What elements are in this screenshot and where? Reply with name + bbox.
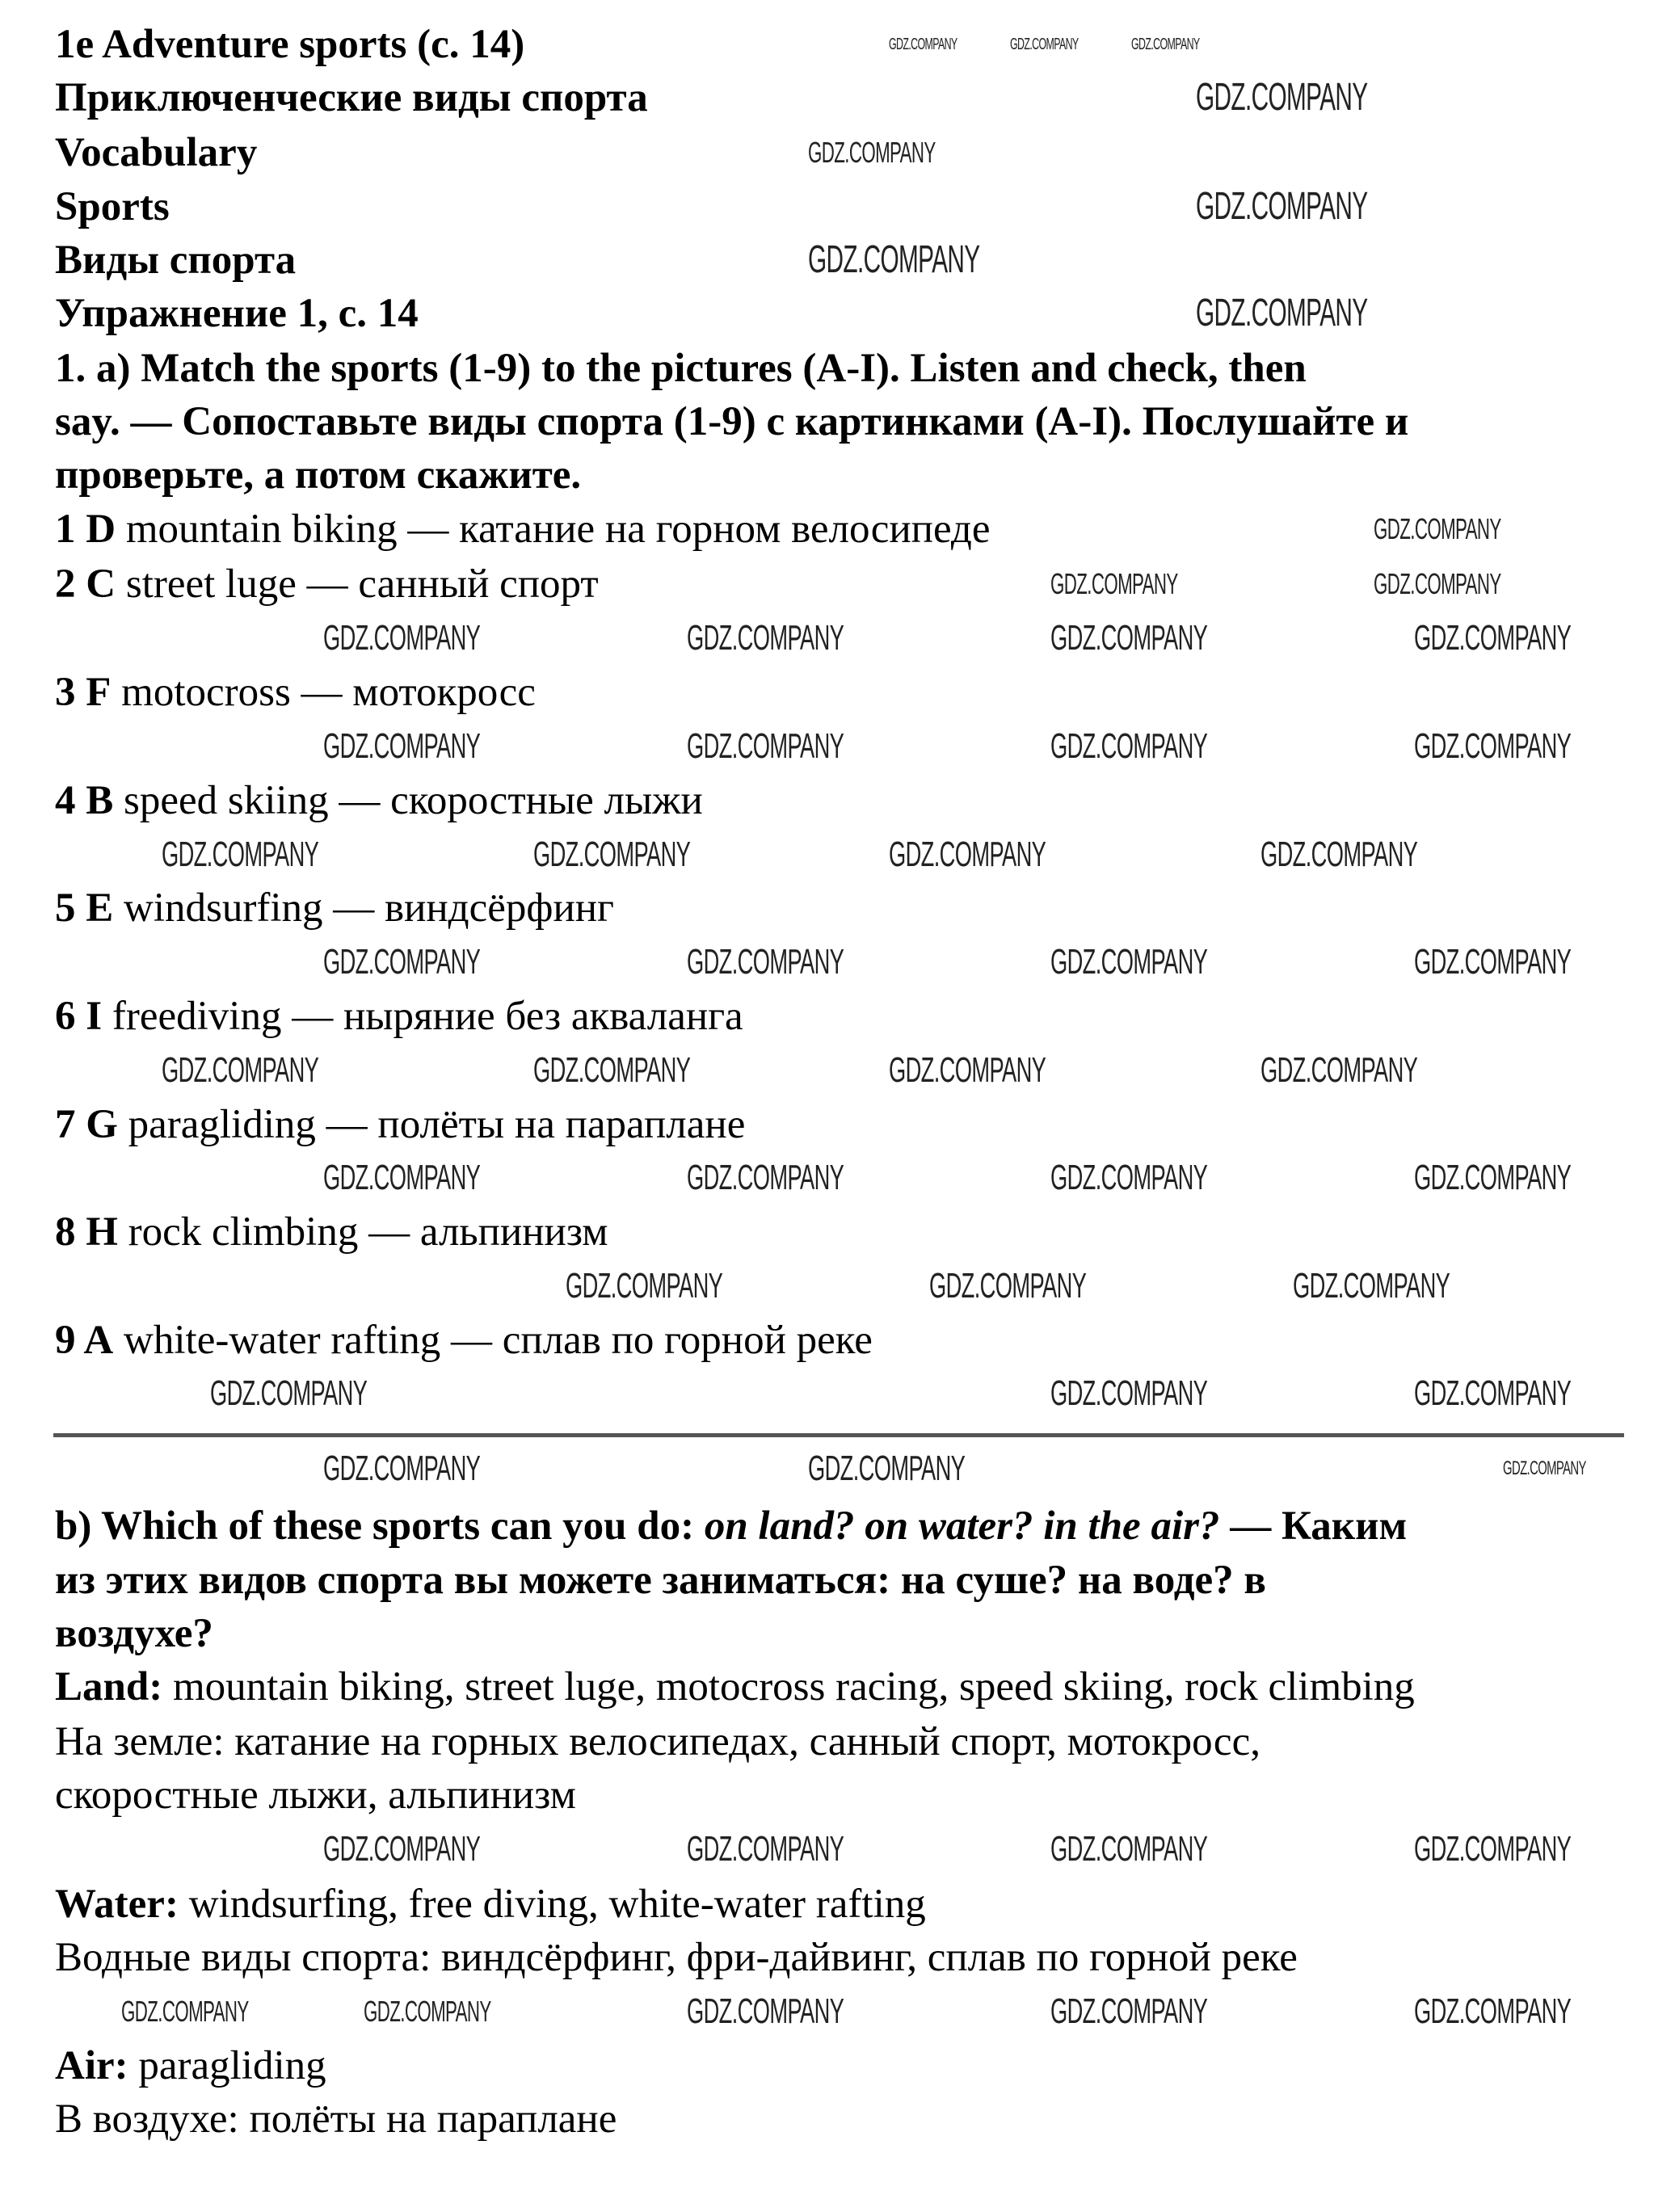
watermark: GDZ.COMPANY — [566, 1266, 723, 1306]
watermark: GDZ.COMPANY — [1196, 76, 1368, 119]
watermark: GDZ.COMPANY — [1414, 618, 1572, 658]
air-ru: В воздухе: полёты на параплане — [55, 2096, 617, 2142]
page-title-ru: Приключенческие виды спорта — [55, 75, 648, 120]
section-heading: Vocabulary — [55, 130, 258, 175]
watermark: GDZ.COMPANY — [687, 1991, 844, 2031]
watermark: GDZ.COMPANY — [1050, 618, 1208, 658]
watermark: GDZ.COMPANY — [533, 1050, 691, 1090]
answer-key: 1 D — [55, 507, 116, 552]
topic-heading-ru: Виды спорта — [55, 238, 297, 283]
task-b-line-2: из этих видов спорта вы можете заниматься: на суше? на воде? в — [55, 1558, 1266, 1603]
water-label: Water: — [55, 1882, 179, 1927]
watermark: GDZ.COMPANY — [364, 1995, 491, 2028]
answer-key: 6 I — [55, 994, 103, 1039]
watermark: GDZ.COMPANY — [1414, 1991, 1572, 2031]
watermark: GDZ.COMPANY — [1414, 1158, 1572, 1197]
divider — [53, 1433, 1624, 1437]
watermark: GDZ.COMPANY — [687, 942, 844, 982]
answer-key: 4 B — [55, 778, 114, 823]
watermark: GDZ.COMPANY — [687, 1158, 844, 1197]
watermark: GDZ.COMPANY — [323, 1158, 481, 1197]
answer-item — [55, 1206, 608, 1258]
watermark: GDZ.COMPANY — [1414, 726, 1572, 766]
watermark: GDZ.COMPANY — [1293, 1266, 1450, 1306]
land-label: Land: — [55, 1664, 163, 1709]
answer-text: mountain biking — катание на горном велосипеде — [116, 507, 991, 552]
water-line — [55, 1878, 926, 1930]
watermark: GDZ.COMPANY — [323, 726, 481, 766]
answer-text: freediving — ныряние без акваланга — [102, 994, 743, 1039]
watermark: GDZ.COMPANY — [1050, 1373, 1208, 1413]
watermark: GDZ.COMPANY — [533, 835, 691, 874]
watermark: GDZ.COMPANY — [121, 1995, 249, 2028]
watermark: GDZ.COMPANY — [687, 1829, 844, 1869]
answer-key: 8 H — [55, 1209, 118, 1255]
answer-item — [55, 558, 599, 610]
watermark: GDZ.COMPANY — [323, 618, 481, 658]
watermark: GDZ.COMPANY — [162, 835, 319, 874]
watermark: GDZ.COMPANY — [1131, 36, 1200, 53]
answer-text: paragliding — полёты на параплане — [117, 1102, 746, 1147]
watermark: GDZ.COMPANY — [1503, 1457, 1586, 1479]
answer-item — [55, 667, 536, 718]
task-b-line-3: воздухе? — [55, 1611, 213, 1656]
watermark: GDZ.COMPANY — [687, 618, 844, 658]
answer-key: 7 G — [55, 1102, 118, 1147]
watermark: GDZ.COMPANY — [1374, 567, 1501, 600]
answer-item — [55, 990, 743, 1042]
watermark: GDZ.COMPANY — [1010, 36, 1079, 53]
page-title: 1e Adventure sports (c. 14) — [55, 22, 525, 67]
answer-item — [55, 1099, 745, 1150]
watermark: GDZ.COMPANY — [1414, 1373, 1572, 1413]
air-text: paragliding — [128, 2043, 326, 2088]
answer-text: street luge — санный спорт — [116, 561, 599, 607]
land-ru-2: скоростные лыжи, альпинизм — [55, 1773, 576, 1818]
watermark: GDZ.COMPANY — [1374, 512, 1501, 545]
watermark: GDZ.COMPANY — [1196, 185, 1368, 228]
task-b-line-1 — [55, 1500, 1407, 1552]
watermark: GDZ.COMPANY — [323, 1449, 481, 1488]
watermark: GDZ.COMPANY — [1050, 942, 1208, 982]
watermark: GDZ.COMPANY — [210, 1373, 368, 1413]
task-a-line-3: проверьте, а потом скажите. — [55, 452, 582, 498]
watermark: GDZ.COMPANY — [1196, 292, 1368, 334]
air-line — [55, 2040, 326, 2092]
watermark: GDZ.COMPANY — [1260, 1050, 1418, 1090]
watermark: GDZ.COMPANY — [1050, 567, 1178, 600]
watermark: GDZ.COMPANY — [323, 1829, 481, 1869]
topic-heading: Sports — [55, 184, 170, 229]
answer-text: rock climbing — альпинизм — [117, 1209, 608, 1255]
watermark: GDZ.COMPANY — [687, 726, 844, 766]
land-text: mountain biking, street luge, motocross racing, speed skiing, rock climbing — [162, 1664, 1415, 1709]
watermark: GDZ.COMPANY — [1414, 1829, 1572, 1869]
watermark: GDZ.COMPANY — [1050, 726, 1208, 766]
task-a-line-1: 1. a) Match the sports (1-9) to the pictures (A-I). Listen and check, then — [55, 346, 1307, 391]
watermark: GDZ.COMPANY — [1050, 1991, 1208, 2031]
watermark: GDZ.COMPANY — [808, 136, 936, 169]
answer-text: windsurfing — виндсёрфинг — [113, 885, 614, 931]
watermark: GDZ.COMPANY — [1260, 835, 1418, 874]
watermark: GDZ.COMPANY — [1050, 1829, 1208, 1869]
watermark: GDZ.COMPANY — [162, 1050, 319, 1090]
watermark: GDZ.COMPANY — [889, 36, 957, 53]
answer-key: 2 C — [55, 561, 116, 607]
air-label: Air: — [55, 2043, 128, 2088]
watermark: GDZ.COMPANY — [323, 942, 481, 982]
answer-key: 5 E — [55, 885, 114, 931]
answer-item — [55, 882, 614, 934]
answer-key: 9 A — [55, 1318, 114, 1363]
answer-text: speed skiing — скоростные лыжи — [113, 778, 703, 823]
answer-text: motocross — мотокросс — [111, 670, 536, 715]
watermark: GDZ.COMPANY — [1050, 1158, 1208, 1197]
watermark: GDZ.COMPANY — [1414, 942, 1572, 982]
exercise-heading: Упражнение 1, с. 14 — [55, 291, 419, 336]
water-text: windsurfing, free diving, white-water rafting — [178, 1882, 926, 1927]
watermark: GDZ.COMPANY — [808, 238, 980, 281]
answer-item — [55, 503, 991, 555]
watermark: GDZ.COMPANY — [889, 1050, 1046, 1090]
task-a-line-2: say. — Сопоставьте виды спорта (1-9) с картинками (A-I). Послушайте и — [55, 399, 1409, 444]
answer-item — [55, 1314, 873, 1366]
task-b-prefix: b) Which of these sports can you do: — [55, 1503, 705, 1549]
land-ru-1: На земле: катание на горных велосипедах, санный спорт, мотокросс, — [55, 1719, 1260, 1764]
answer-item — [55, 775, 703, 826]
answer-key: 3 F — [55, 670, 112, 715]
watermark: GDZ.COMPANY — [808, 1449, 966, 1488]
task-b-italic: on land? on water? in the air? — [704, 1503, 1220, 1549]
answer-text: white-water rafting — сплав по горной реке — [113, 1318, 873, 1363]
water-ru: Водные виды спорта: виндсёрфинг, фри-дайвинг, сплав по горной реке — [55, 1935, 1298, 1980]
land-line — [55, 1661, 1415, 1713]
watermark: GDZ.COMPANY — [889, 835, 1046, 874]
watermark: GDZ.COMPANY — [929, 1266, 1087, 1306]
task-b-suffix: — Каким — [1219, 1503, 1408, 1549]
